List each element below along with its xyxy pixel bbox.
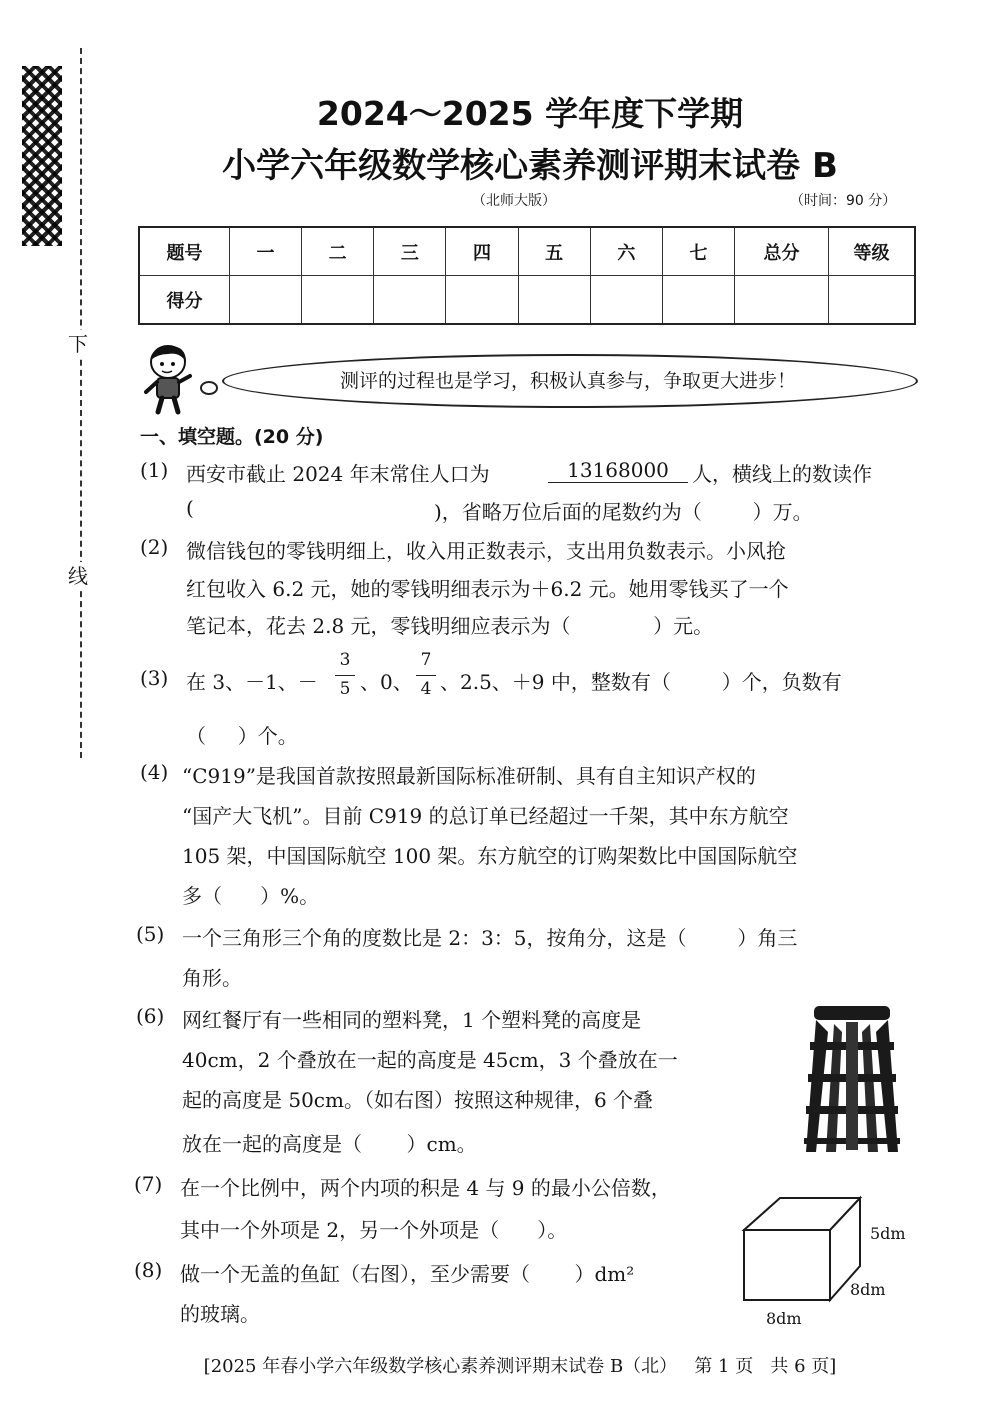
- exam-title-line2: 小学六年级数学核心素养测评期末试卷 B: [222, 146, 838, 186]
- q2-line-1: 微信钱包的零钱明细上，收入用正数表示，支出用负数表示。小风抢: [186, 539, 786, 563]
- q1-text-d: )，省略万位后面的尾数约为（ ）万。: [434, 500, 813, 524]
- cuboid-height-label: 5dm: [870, 1224, 906, 1243]
- q2-line-2: 红包收入 6.2 元，她的零钱明细表示为＋6.2 元。她用零钱买了一个: [186, 577, 789, 601]
- q4-line-1: “C919”是我国首款按照最新国际标准研制、具有自主知识产权的: [182, 764, 756, 788]
- score-cell[interactable]: [518, 276, 590, 325]
- q2-line-3: 笔记本，花去 2.8 元，零钱明细应表示为（ ）元。: [186, 614, 714, 638]
- q1-answer-blank-reading[interactable]: [204, 496, 434, 522]
- q6-line-3: 起的高度是 50cm。（如右图）按照这种规律，6 个叠: [182, 1088, 654, 1112]
- q5-line-1: 一个三角形三个角的度数比是 2：3：5，按角分，这是（ ）角三: [182, 926, 798, 950]
- q1-text-c: (: [186, 496, 194, 520]
- q6-line-1: 网红餐厅有一些相同的塑料凳，1 个塑料凳的高度是: [182, 1008, 642, 1032]
- q4-number: (4): [140, 760, 169, 784]
- score-table-score-row: [139, 276, 915, 325]
- q7-number: (7): [134, 1172, 163, 1196]
- cuboid-width-label: 8dm: [766, 1309, 802, 1328]
- q3-fraction-1-numerator: 3: [339, 650, 351, 670]
- score-header-cell: 三: [374, 227, 446, 276]
- score-table: [138, 226, 916, 325]
- margin-char-1: 下: [68, 332, 88, 356]
- score-header-cell: 七: [662, 227, 734, 276]
- score-cell[interactable]: [374, 276, 446, 325]
- score-table-header-row: [139, 227, 915, 276]
- q7-line-1: 在一个比例中，两个内项的积是 4 与 9 的最小公倍数，: [180, 1176, 671, 1200]
- score-header-cell: 六: [590, 227, 662, 276]
- q3-fraction-1-bar: [335, 675, 355, 676]
- q3-number: (3): [140, 666, 169, 690]
- score-header-cell: 五: [518, 227, 590, 276]
- time-label: （时间：90 分）: [790, 193, 897, 209]
- q1-population-value: 13168000: [548, 458, 688, 483]
- q3-fraction-1-denominator: 5: [339, 679, 351, 699]
- q3-fraction-2-bar: [416, 675, 436, 676]
- section-1-title: 一、填空题。(20 分): [140, 426, 324, 448]
- cartoon-student-icon: [140, 342, 200, 416]
- q1-text-a: 西安市截止 2024 年末常住人口为: [186, 462, 490, 486]
- score-cell[interactable]: [302, 276, 374, 325]
- q8-number: (8): [134, 1258, 163, 1282]
- score-header-cell: 总分: [735, 227, 829, 276]
- score-cell[interactable]: [735, 276, 829, 325]
- score-row-label: 得分: [139, 276, 229, 325]
- edition-label: （北师大版）: [472, 193, 556, 209]
- score-cell[interactable]: [590, 276, 662, 325]
- q5-line-2: 角形。: [182, 966, 242, 990]
- q8-line-2: 的玻璃。: [180, 1302, 260, 1326]
- score-header-cell: 题号: [139, 227, 229, 276]
- q3-line-2: （ ）个。: [186, 724, 298, 748]
- q6-line-4: 放在一起的高度是（ ）cm。: [182, 1132, 477, 1156]
- q3-text-b: 、0、: [360, 670, 413, 694]
- exam-title-line1: 2024～2025 学年度下学期: [316, 94, 744, 133]
- q1-text-b: 人，横线上的数读作: [692, 462, 872, 486]
- q7-line-2: 其中一个外项是 2，另一个外项是（ ）。: [180, 1218, 568, 1242]
- score-header-cell: 一: [229, 227, 301, 276]
- q4-line-3: 105 架，中国国际航空 100 架。东方航空的订购架数比中国国际航空: [182, 844, 798, 868]
- cuboid-fish-tank-diagram: [740, 1194, 864, 1306]
- q3-text-a: 在 3、－1、－: [186, 670, 318, 694]
- score-cell[interactable]: [446, 276, 518, 325]
- margin-char-2: 线: [68, 564, 88, 588]
- q3-fraction-2-denominator: 4: [420, 679, 432, 699]
- q5-number: (5): [136, 922, 165, 946]
- q2-number: (2): [140, 535, 169, 559]
- score-cell[interactable]: [229, 276, 301, 325]
- score-cell[interactable]: [828, 276, 915, 325]
- score-header-cell: 等级: [828, 227, 915, 276]
- q1-number: (1): [140, 458, 169, 482]
- score-header-cell: 二: [302, 227, 374, 276]
- stacked-stools-image: [796, 1002, 908, 1162]
- q4-line-2: “国产大飞机”。目前 C919 的总订单已经超过一千架，其中东方航空: [182, 804, 789, 828]
- q6-number: (6): [136, 1004, 165, 1028]
- cuboid-depth-label: 8dm: [850, 1280, 886, 1299]
- score-header-cell: 四: [446, 227, 518, 276]
- thought-bubble-dot: [200, 381, 218, 395]
- q8-line-1: 做一个无盖的鱼缸（右图），至少需要（ ）dm²: [180, 1262, 635, 1286]
- q3-fraction-2-numerator: 7: [420, 650, 432, 670]
- motto-text: 测评的过程也是学习，积极认真参与，争取更大进步！: [339, 370, 796, 392]
- q6-line-2: 40cm，2 个叠放在一起的高度是 45cm，3 个叠放在一: [182, 1048, 678, 1072]
- page-footer: [2025 年春小学六年级数学核心素养测评期末试卷 B（北） 第 1 页 共 6 页]: [203, 1356, 837, 1377]
- score-cell[interactable]: [662, 276, 734, 325]
- q4-line-4: 多（ ）%。: [182, 884, 320, 908]
- q3-text-c: 、2.5、＋9 中，整数有（ ）个，负数有: [440, 670, 842, 694]
